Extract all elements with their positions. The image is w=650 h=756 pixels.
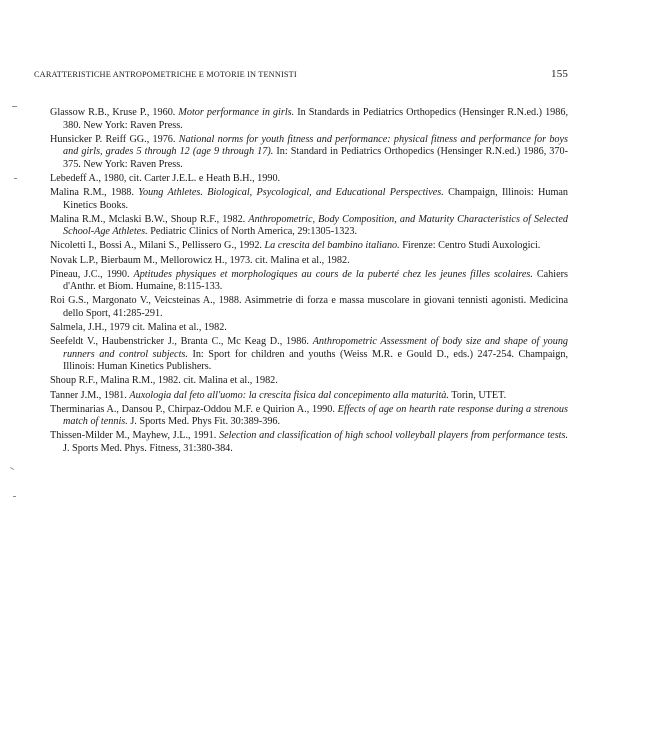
reference-entry xyxy=(50,134,568,172)
reference-source: Firenze: Centro Studi Auxologici. xyxy=(399,240,541,252)
scan-speck xyxy=(12,106,17,107)
reference-title: Aptitudes physiques et morphologiques au cours de la puberté chez les jeunes filles scolaires. xyxy=(133,268,533,280)
reference-title: Anthropometric, Body Composition, and Maturity Characteristics of Selected School-Age Athletes. xyxy=(63,213,568,238)
reference-entry xyxy=(50,173,568,186)
reference-source: Cahiers d'Anthr. et Biom. Humaine, 8:115-133. xyxy=(63,268,568,293)
reference-authors: Nicoletti I., Bossi A., Milani S., Pellissero G., 1992. xyxy=(50,240,265,252)
reference-title: Effects of age on hearth rate response during a strenous match of tennis. xyxy=(63,403,568,428)
reference-authors: Hunsicker P. Reiff GG., 1976. xyxy=(50,133,179,145)
reference-source: In: Standard in Pediatrics Orthopedics (Hensinger R.N.ed.) 1986, 370-375. New York: Raven Press. xyxy=(63,146,568,170)
reference-authors: Thissen-Milder M., Mayhew, J.L., 1991. xyxy=(50,430,220,442)
reference-authors: Therminarias A., Dansou P., Chirpaz-Oddou M.F. e Quirion A., 1990. xyxy=(50,403,338,415)
reference-source: Torin, UTET. xyxy=(448,389,507,401)
reference-entry xyxy=(50,107,568,132)
reference-source: In Standards in Pediatrics Orthopedics (Hensinger R.N.ed.) 1986, 380. New York: Raven Press. xyxy=(63,107,569,131)
reference-authors: Seefeldt V., Haubenstricker J., Branta C., Mc Keag D., 1986. xyxy=(50,336,313,348)
reference-authors: Salmela, J.H., 1979 cit. Malina et al., 1982. xyxy=(50,322,227,334)
reference-entry xyxy=(50,390,568,403)
reference-authors: Lebedeff A., 1980, cit. Carter J.E.L. e Heath B.H., 1990. xyxy=(50,172,281,184)
reference-authors: Novak L.P., Bierbaum M., Mellorowicz H., 1973. cit. Malina et al., 1982. xyxy=(50,254,350,266)
reference-authors: Glassow R.B., Kruse P., 1960. xyxy=(50,107,179,118)
running-title: CARATTERISTICHE ANTROPOMETRICHE E MOTORIE IN TENNISTI xyxy=(34,70,297,79)
reference-authors: Malina R.M., 1988. xyxy=(50,187,139,199)
page-number: 155 xyxy=(551,68,568,80)
reference-source: Pediatric Clinics of North America, 29:1305-1323. xyxy=(147,226,358,238)
reference-entry xyxy=(50,375,568,388)
reference-authors: Pineau, J.C., 1990. xyxy=(50,268,134,280)
reference-title: Auxologia dal feto all'uomo: la crescita fisica dal concepimento alla maturità. xyxy=(129,389,449,401)
scan-speck xyxy=(10,467,14,470)
reference-entry xyxy=(50,430,568,455)
reference-authors: Malina R.M., Mclaski B.W., Shoup R.F., 1982. xyxy=(50,213,249,225)
reference-entry xyxy=(50,240,568,253)
reference-source: In: Sport for children and youths (Weiss M.R. e Gould D., eds.) 247-254. Champaign, Illinois: Human Kinetics Publishers. xyxy=(63,348,568,373)
reference-source: J. Sports Med. Phys. Fitness, 31:380-384. xyxy=(63,442,233,454)
reference-authors: Shoup R.F., Malina R.M., 1982. cit. Malina et al., 1982. xyxy=(50,375,278,387)
reference-title: Motor performance in girls. xyxy=(178,107,295,118)
reference-entry xyxy=(50,214,568,239)
running-head xyxy=(34,70,568,82)
reference-authors: Tanner J.M., 1981. xyxy=(50,389,130,401)
reference-entry xyxy=(50,322,568,335)
reference-entry xyxy=(50,295,568,320)
reference-entry xyxy=(50,187,568,212)
reference-authors: Roi G.S., Margonato V., Veicsteinas A., 1988. Asimmetrie di forza e massa muscolare in giovani tennisti agonisti. Medicina dello Sport, 41:285-291. xyxy=(50,295,568,319)
reference-entry xyxy=(50,336,568,374)
reference-list xyxy=(50,107,568,457)
reference-title: Anthropometric Assessment of body size and shape of young runners and control subjects. xyxy=(63,336,569,360)
reference-title: National norms for youth fitness and performance: physical fitness and performance for boys and girls, grades 5 through 12 (age 9 through 17). xyxy=(63,133,568,158)
reference-title: Selection and classification of high school volleyball players from performance tests. xyxy=(219,430,569,442)
reference-source: J. Sports Med. Phys Fit. 30:389-396. xyxy=(127,416,281,428)
reference-entry xyxy=(50,269,568,294)
scan-speck xyxy=(13,496,16,497)
reference-title: La crescita del bambino italiano. xyxy=(264,240,400,252)
reference-entry xyxy=(50,255,568,268)
reference-entry xyxy=(50,404,568,429)
scan-speck xyxy=(14,178,17,179)
reference-source: Champaign, Illinois: Human Kinetics Books. xyxy=(63,187,568,211)
reference-title: Young Athletes. Biological, Psycological, and Educational Perspectives. xyxy=(138,187,444,199)
